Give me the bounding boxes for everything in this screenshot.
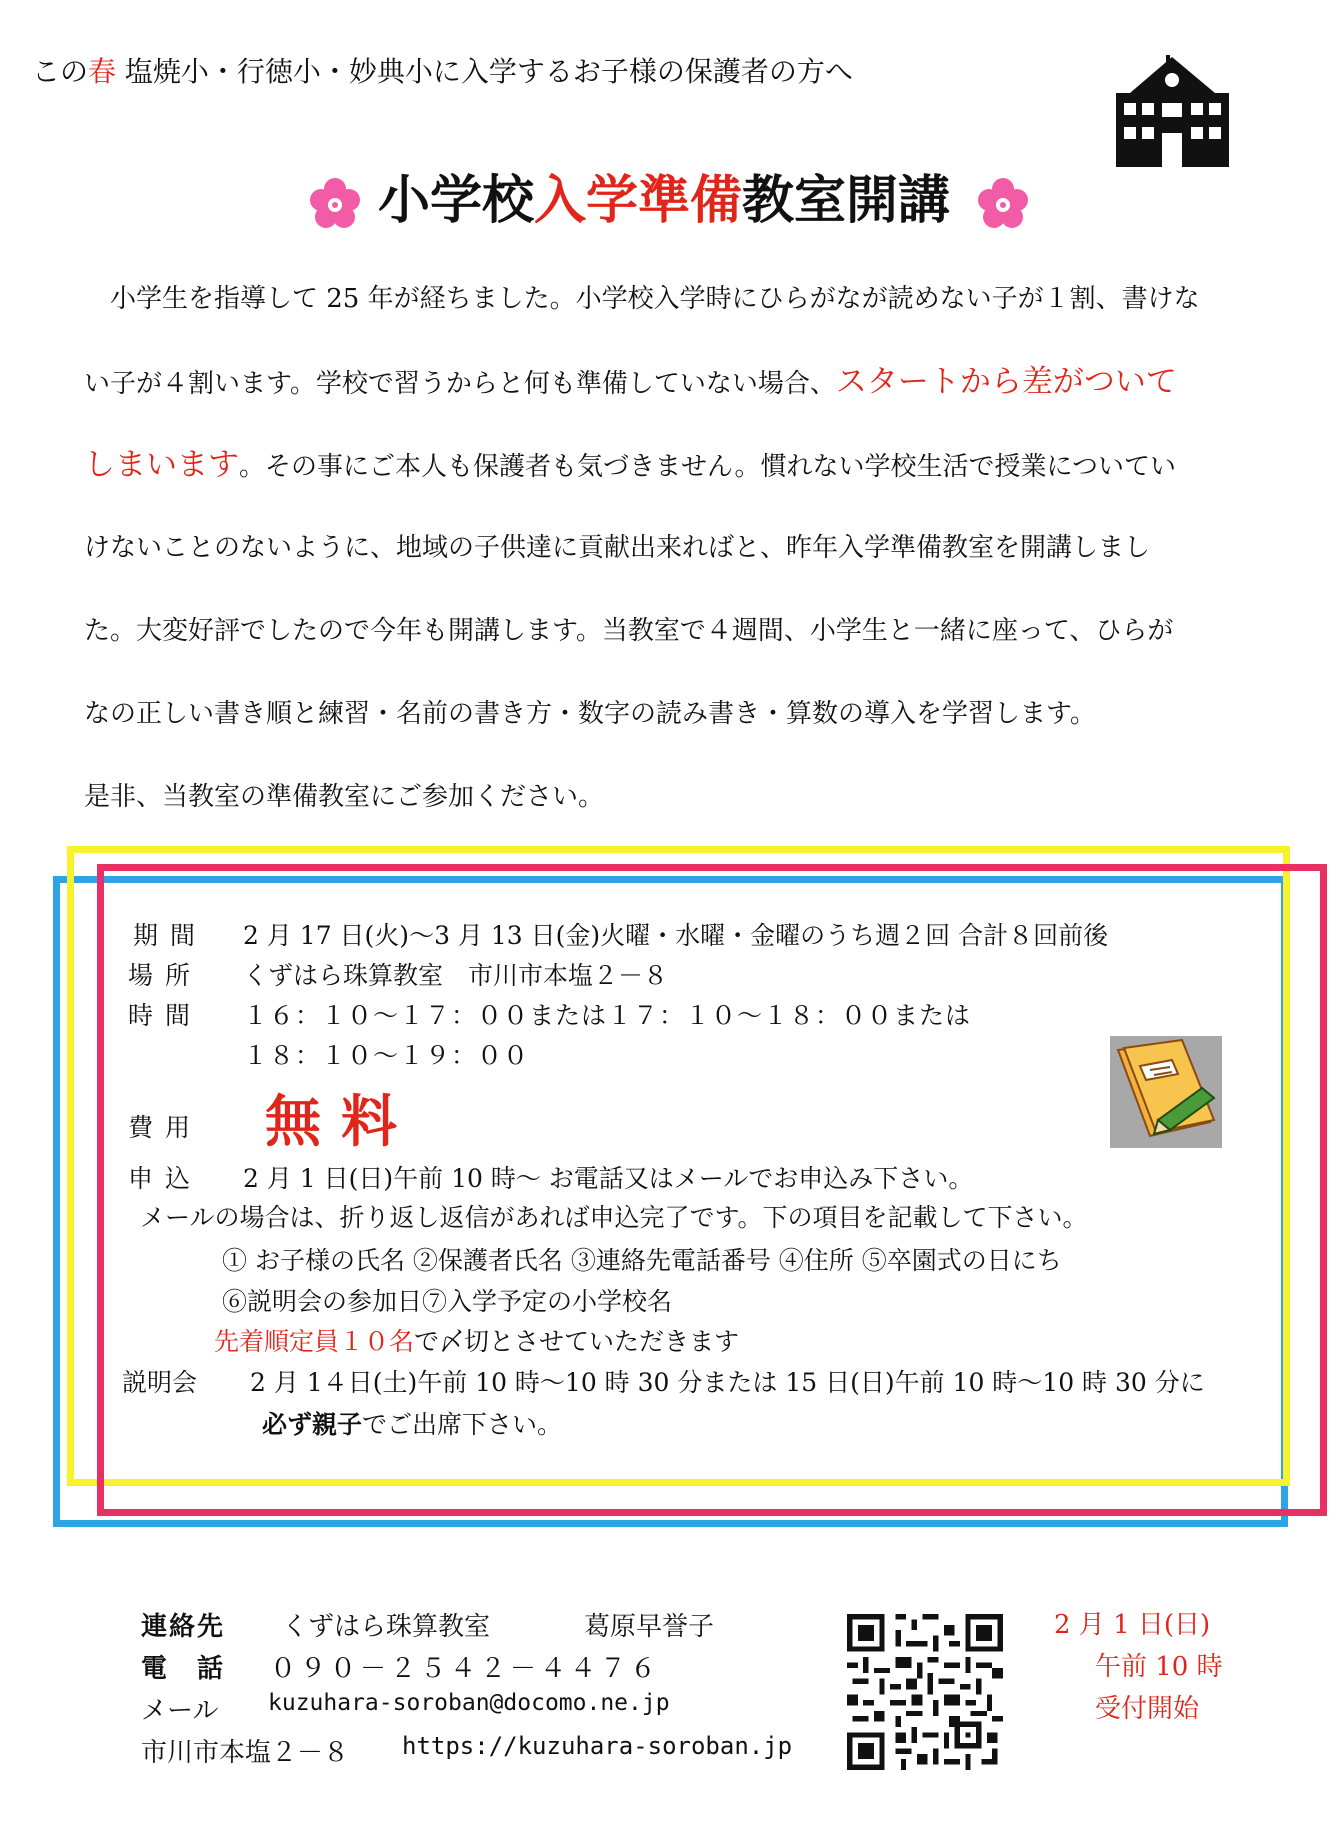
reception-start: 受付開始 [1095, 1694, 1200, 1724]
mail-link[interactable]: kuzuhara-soroban@docomo.ne.jp [268, 1690, 670, 1716]
intro-line: けないことのないように、地域の子供達に貢献出来ればと、昨年入学準備教室を開講しまし [84, 533, 1151, 563]
intro-paragraph [84, 258, 1264, 839]
audience-line [32, 50, 853, 90]
contact-person: 葛原早誉子 [584, 1612, 715, 1642]
period-label: 期間 [133, 921, 208, 950]
flower-icon [976, 177, 1030, 231]
apply-value: 2 月 1 日(日)午前 10 時～ お電話又はメールでお申込み下さい。 [243, 1164, 974, 1193]
fee-label: 費用 [128, 1113, 203, 1142]
phone-label: 電 話 [141, 1654, 226, 1684]
capacity-note [214, 1322, 739, 1358]
period-value: 2 月 17 日(火)～3 月 13 日(金)火曜・水曜・金曜のうち週２回 合計８回前後 [243, 921, 1109, 950]
reception-time: 午前 10 時 [1095, 1652, 1223, 1682]
address: 市川市本塩２－８ [141, 1738, 350, 1768]
briefing-note [262, 1405, 562, 1441]
time-value-2: １８：１０～１９：００ [243, 1041, 530, 1070]
audience-prefix: この [32, 55, 89, 88]
intro-emphasis: しまいます [84, 447, 239, 483]
briefing-emphasis: 必ず親子 [262, 1410, 363, 1439]
title-part2: 入学準備 [533, 171, 742, 231]
intro-line [84, 424, 1264, 507]
apply-label: 申込 [128, 1164, 203, 1193]
page-title [0, 158, 1338, 233]
mail-label: メール [141, 1696, 219, 1726]
phone-value[interactable]: ０９０－２５４２－４４７６ [270, 1654, 661, 1684]
briefing-value: 2 月 1４日(土)午前 10 時～10 時 30 分または 15 日(日)午前 10 時～10 時 30 分に [250, 1368, 1205, 1397]
contact-name: くずはら珠算教室 [282, 1612, 491, 1642]
intro-text: 。その事にご本人も保護者も気づきません。慣れない学校生活で授業についてい [239, 452, 1177, 482]
intro-line: た。大変好評でしたので今年も開講します。当教室で４週間、小学生と一緒に座って、ひらが [84, 616, 1174, 646]
required-items-1: ① お子様の氏名 ②保護者氏名 ③連絡先電話番号 ④住所 ⑤卒園式の日にち [222, 1246, 1062, 1275]
title-part1: 小学校 [377, 171, 534, 231]
capacity-highlight: 先着順定員１０名 [214, 1327, 415, 1356]
place-label: 場所 [128, 961, 203, 990]
intro-emphasis: スタートから差がついて [835, 364, 1177, 400]
reception-date: 2 月 1 日(日) [1054, 1610, 1211, 1640]
briefing-label: 説明会 [122, 1368, 198, 1397]
time-value-1: １６：１０～１７：００または１７：１０～１８：００または [243, 1001, 972, 1030]
capacity-rest: で〆切とさせていただきます [414, 1327, 740, 1356]
audience-season: 春 [88, 55, 117, 88]
mail-note: メールの場合は、折り返し返信があれば申込完了です。下の項目を記載して下さい。 [140, 1203, 1088, 1232]
contact-label: 連絡先 [141, 1612, 226, 1642]
place-value: くずはら珠算教室 市川市本塩２－８ [243, 961, 669, 990]
title-part3: 教室開講 [742, 171, 951, 231]
intro-line [84, 341, 1264, 424]
notebook-icon [1110, 1036, 1222, 1148]
fee-value: 無料 [265, 1090, 417, 1155]
school-icon [1110, 55, 1235, 167]
qr-code[interactable] [847, 1614, 1003, 1770]
intro-line: 是非、当教室の準備教室にご参加ください。 [84, 782, 605, 812]
audience-rest: 塩焼小・行徳小・妙典小に入学するお子様の保護者の方へ [116, 55, 853, 88]
flower-icon [308, 177, 362, 231]
time-label: 時間 [128, 1001, 203, 1030]
intro-text: い子が４割います。学校で習うからと何も準備していない場合、 [84, 369, 836, 399]
briefing-rest: でご出席下さい。 [362, 1410, 563, 1439]
website-link[interactable]: https://kuzuhara-soroban.jp [402, 1732, 793, 1760]
intro-line: なの正しい書き順と練習・名前の書き方・数字の読み書き・算数の導入を学習します。 [84, 699, 1096, 729]
intro-line: 小学生を指導して 25 年が経ちました。小学校入学時にひらがなが読めない子が１割、書けな [84, 284, 1200, 314]
required-items-2: ⑥説明会の参加日⑦入学予定の小学校名 [222, 1287, 673, 1316]
